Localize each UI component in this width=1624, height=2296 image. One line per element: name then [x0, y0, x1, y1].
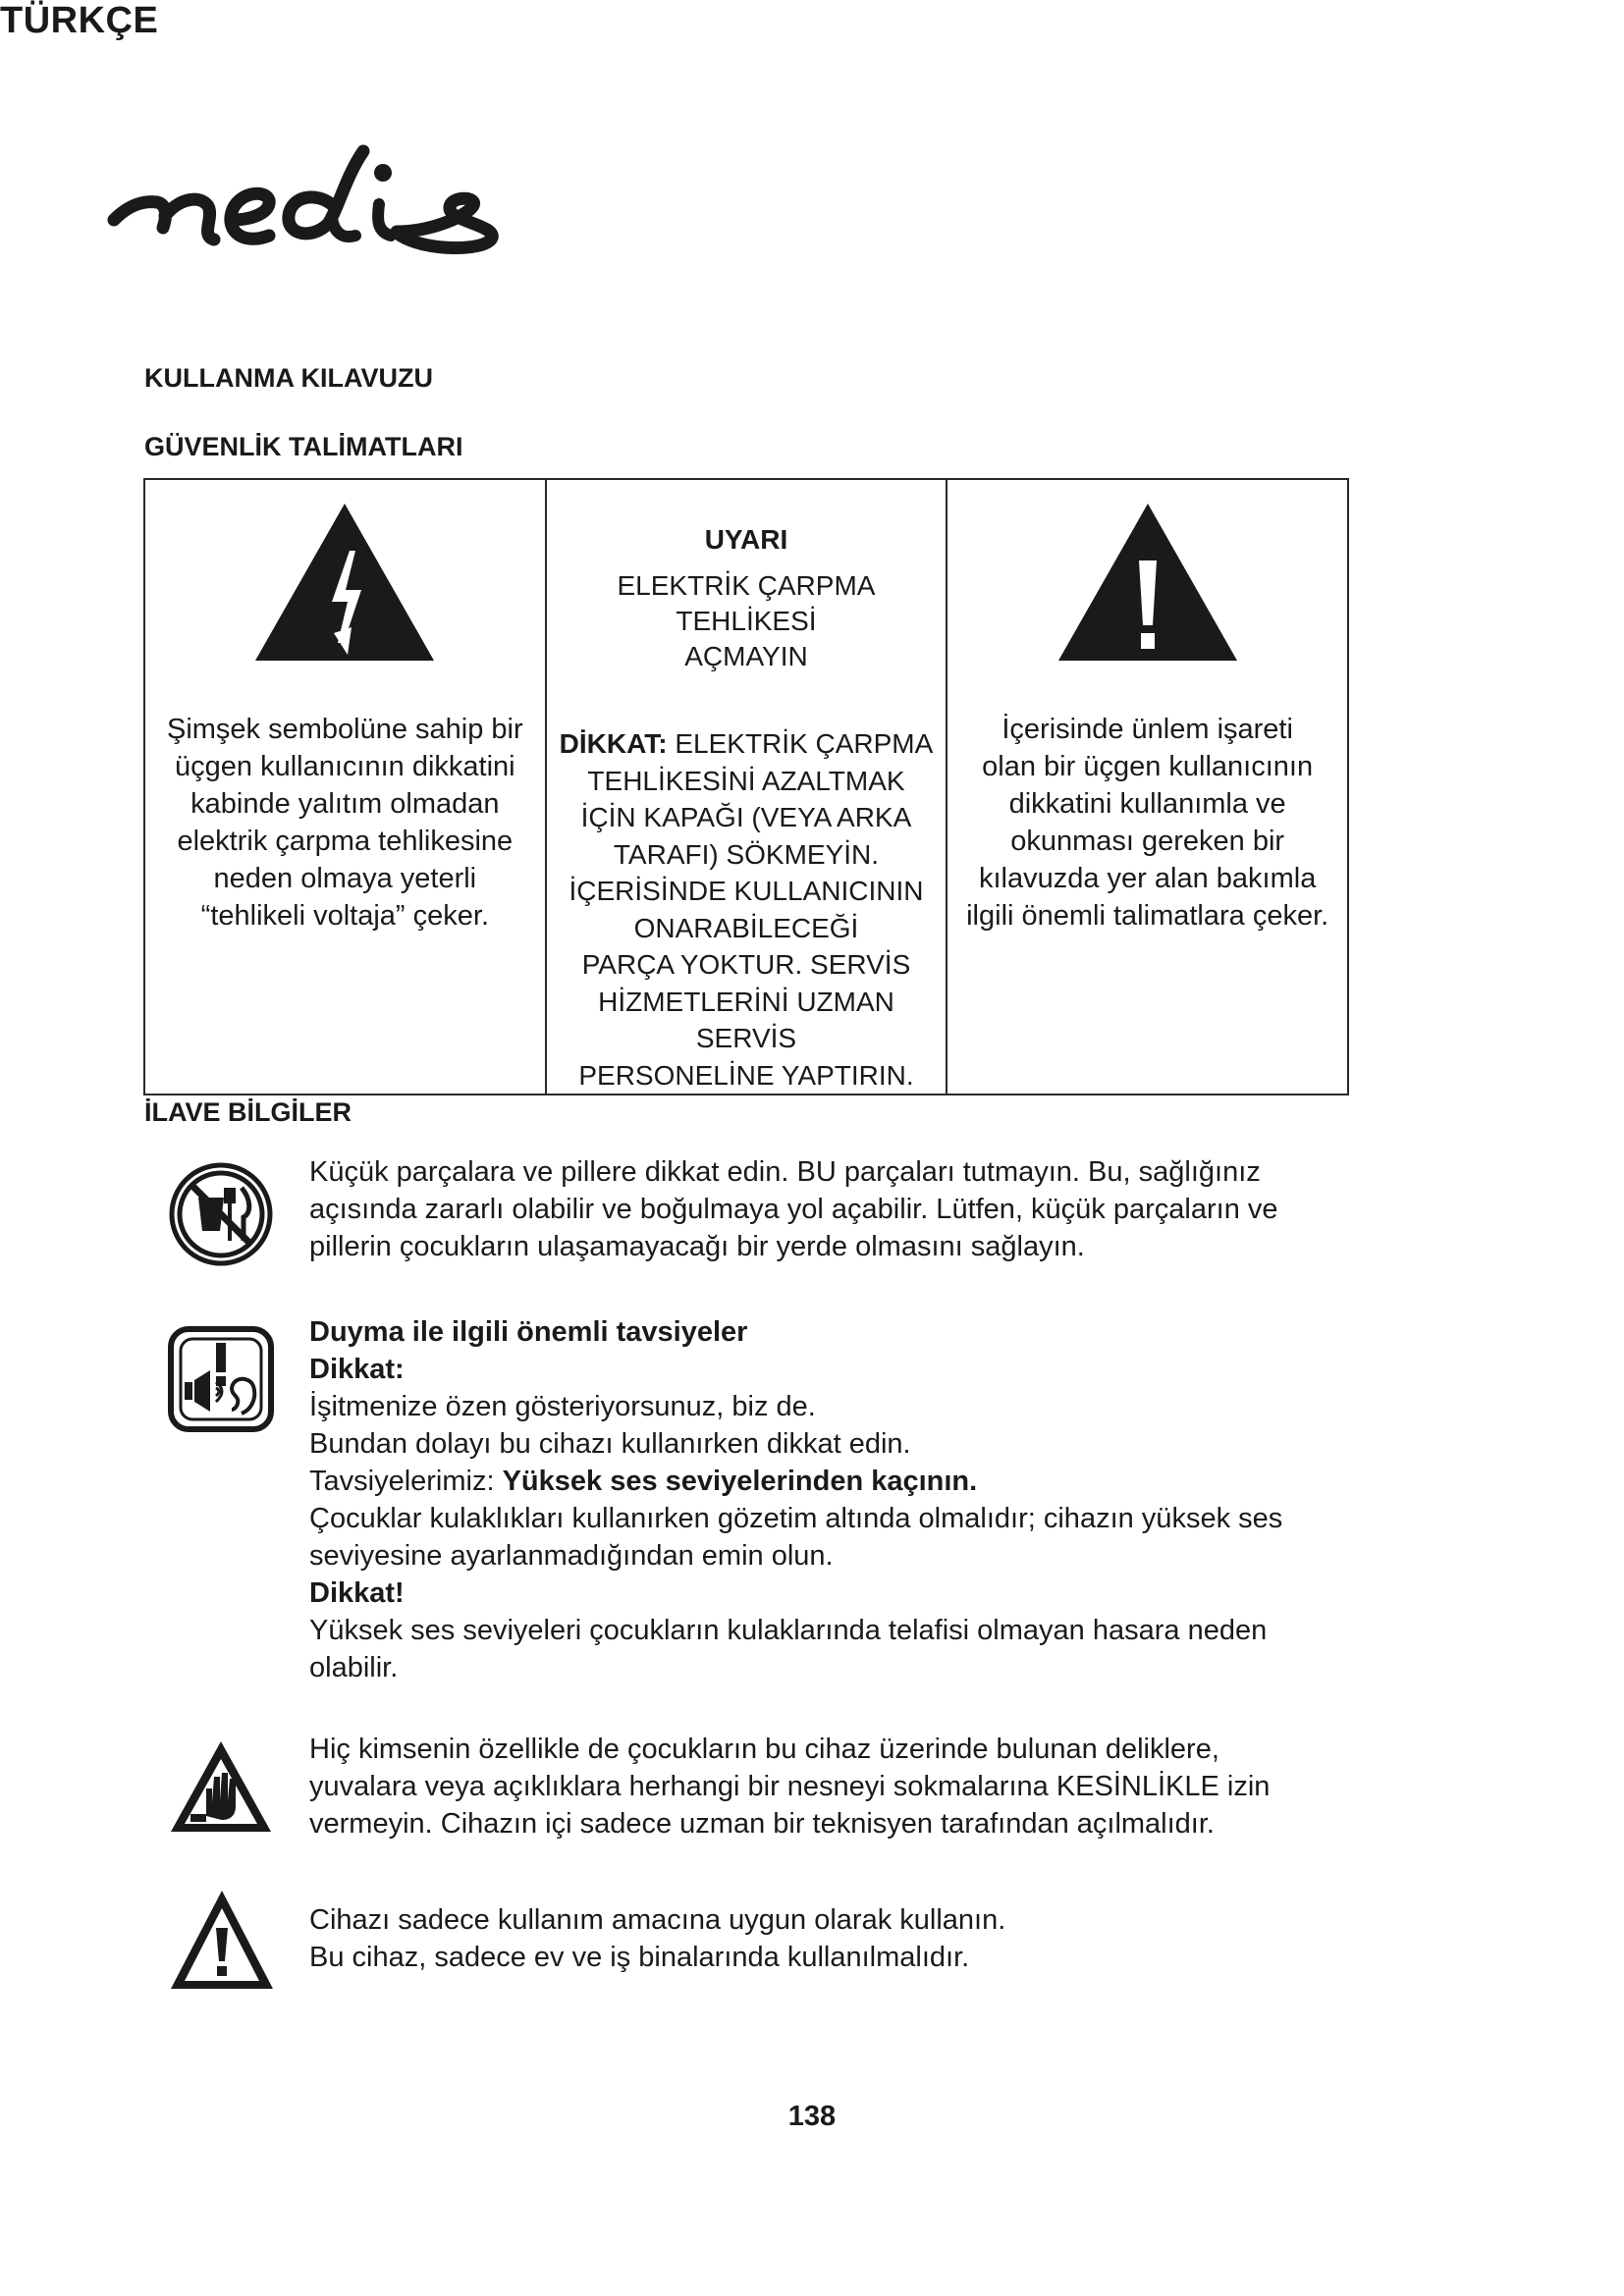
nedis-logo [106, 130, 597, 262]
warning-subtitle: ELEKTRİK ÇARPMA TEHLİKESİ AÇMAYIN [617, 570, 876, 671]
warning-cell-left [144, 479, 546, 1095]
lightning-triangle-icon [251, 500, 438, 665]
left-warning-text: Şimşek sembolüne sahip bir üçgen kullanıcının dikkatini kabinde yalıtım olmadan elektrik çarpma tehlikesine neden olmaya yeterli “tehlikeli voltaja” çeker. [166, 714, 523, 932]
manual-heading: KULLANMA KILAVUZU [144, 363, 433, 393]
small-parts-text: Küçük parçalara ve pillere dikkat edin. BU parçaları tutmayın. Bu, sağlığınız açısında zararlı olabilir ve boğulmaya yol açabilir. Lütfen, küçük parçaların ve pillerin çocukların ulaşamayacağı bir yerde olmasını sağlayın. [309, 1156, 1278, 1262]
right-warning-text: İçerisinde ünlem işareti olan bir üçgen kullanıcının dikkatini kullanımla ve okunması gereken bir kılavuzda yer alan bakımla ilgili önemli talimatlara çeker. [966, 714, 1329, 932]
extra-info-heading: İLAVE BİLGİLER [144, 1097, 352, 1127]
language-label: TÜRKÇE [0, 0, 159, 41]
exclamation-triangle-icon [1055, 500, 1241, 665]
warning-cell-middle [546, 479, 947, 1095]
intended-use-text: Cihazı sadece kullanım amacına uygun olarak kullanın. Bu cihaz, sadece ev ve iş binalarında kullanılmalıdır. [309, 1904, 1006, 1973]
caution-label: DİKKAT: [559, 728, 668, 759]
hearing-caution-2: Dikkat! [309, 1577, 405, 1609]
hearing-title: Duyma ile ilgili önemli tavsiyeler [309, 1316, 748, 1348]
warning-table [143, 478, 1349, 1095]
no-small-parts-icon [167, 1160, 275, 1268]
page-number: 138 [787, 2101, 837, 2132]
no-insert-objects-icon [167, 1737, 275, 1836]
safety-heading: GÜVENLİK TALİMATLARI [144, 432, 463, 461]
warning-body: DİKKAT: ELEKTRİK ÇARPMA TEHLİKESİNİ AZALTMAK İÇİN KAPAĞI (VEYA ARKA TARAFI) SÖKMEYİN. İÇERİSİNDE KULLANICININ ONARABİLECEĞİ PARÇA YOKTUR. SERVİS HİZMETLERİNİ UZMAN SERVİS PERSONELİNE YAPTIRIN. [559, 728, 934, 1091]
no-insert-text: Hiç kimsenin özellikle de çocukların bu cihaz üzerinde bulunan deliklere, yuvalara veya açıklıklara herhangi bir nesneyi sokmalarına KESİNLİKLE izin vermeyin. Cihazın içi sadece uzman bir teknisyen tarafından açılmalıdır. [309, 1734, 1271, 1840]
hearing-warning-icon [167, 1325, 275, 1433]
hearing-text: Duyma ile ilgili önemli tavsiyeler Dikkat: İşitmenize özen gösteriyorsunuz, biz de. Bundan dolayı bu cihazı kullanırken dikkat edin. Tavsiyelerimiz: Yüksek ses seviyelerinden kaçının. Çocuklar kulaklıkları kullanırken gözetim altında olmalıdır; cihazın yüksek ses seviyesine ayarlanmadığından emin olun. Dikkat! Yüksek ses seviyeleri çocukların kulaklarında telafisi olmayan hasara neden olabilir. [309, 1313, 1350, 1686]
warning-cell-right [947, 479, 1348, 1095]
general-warning-icon [167, 1887, 277, 1993]
hearing-caution: Dikkat: [309, 1354, 405, 1385]
warning-title: UYARI [704, 524, 788, 555]
